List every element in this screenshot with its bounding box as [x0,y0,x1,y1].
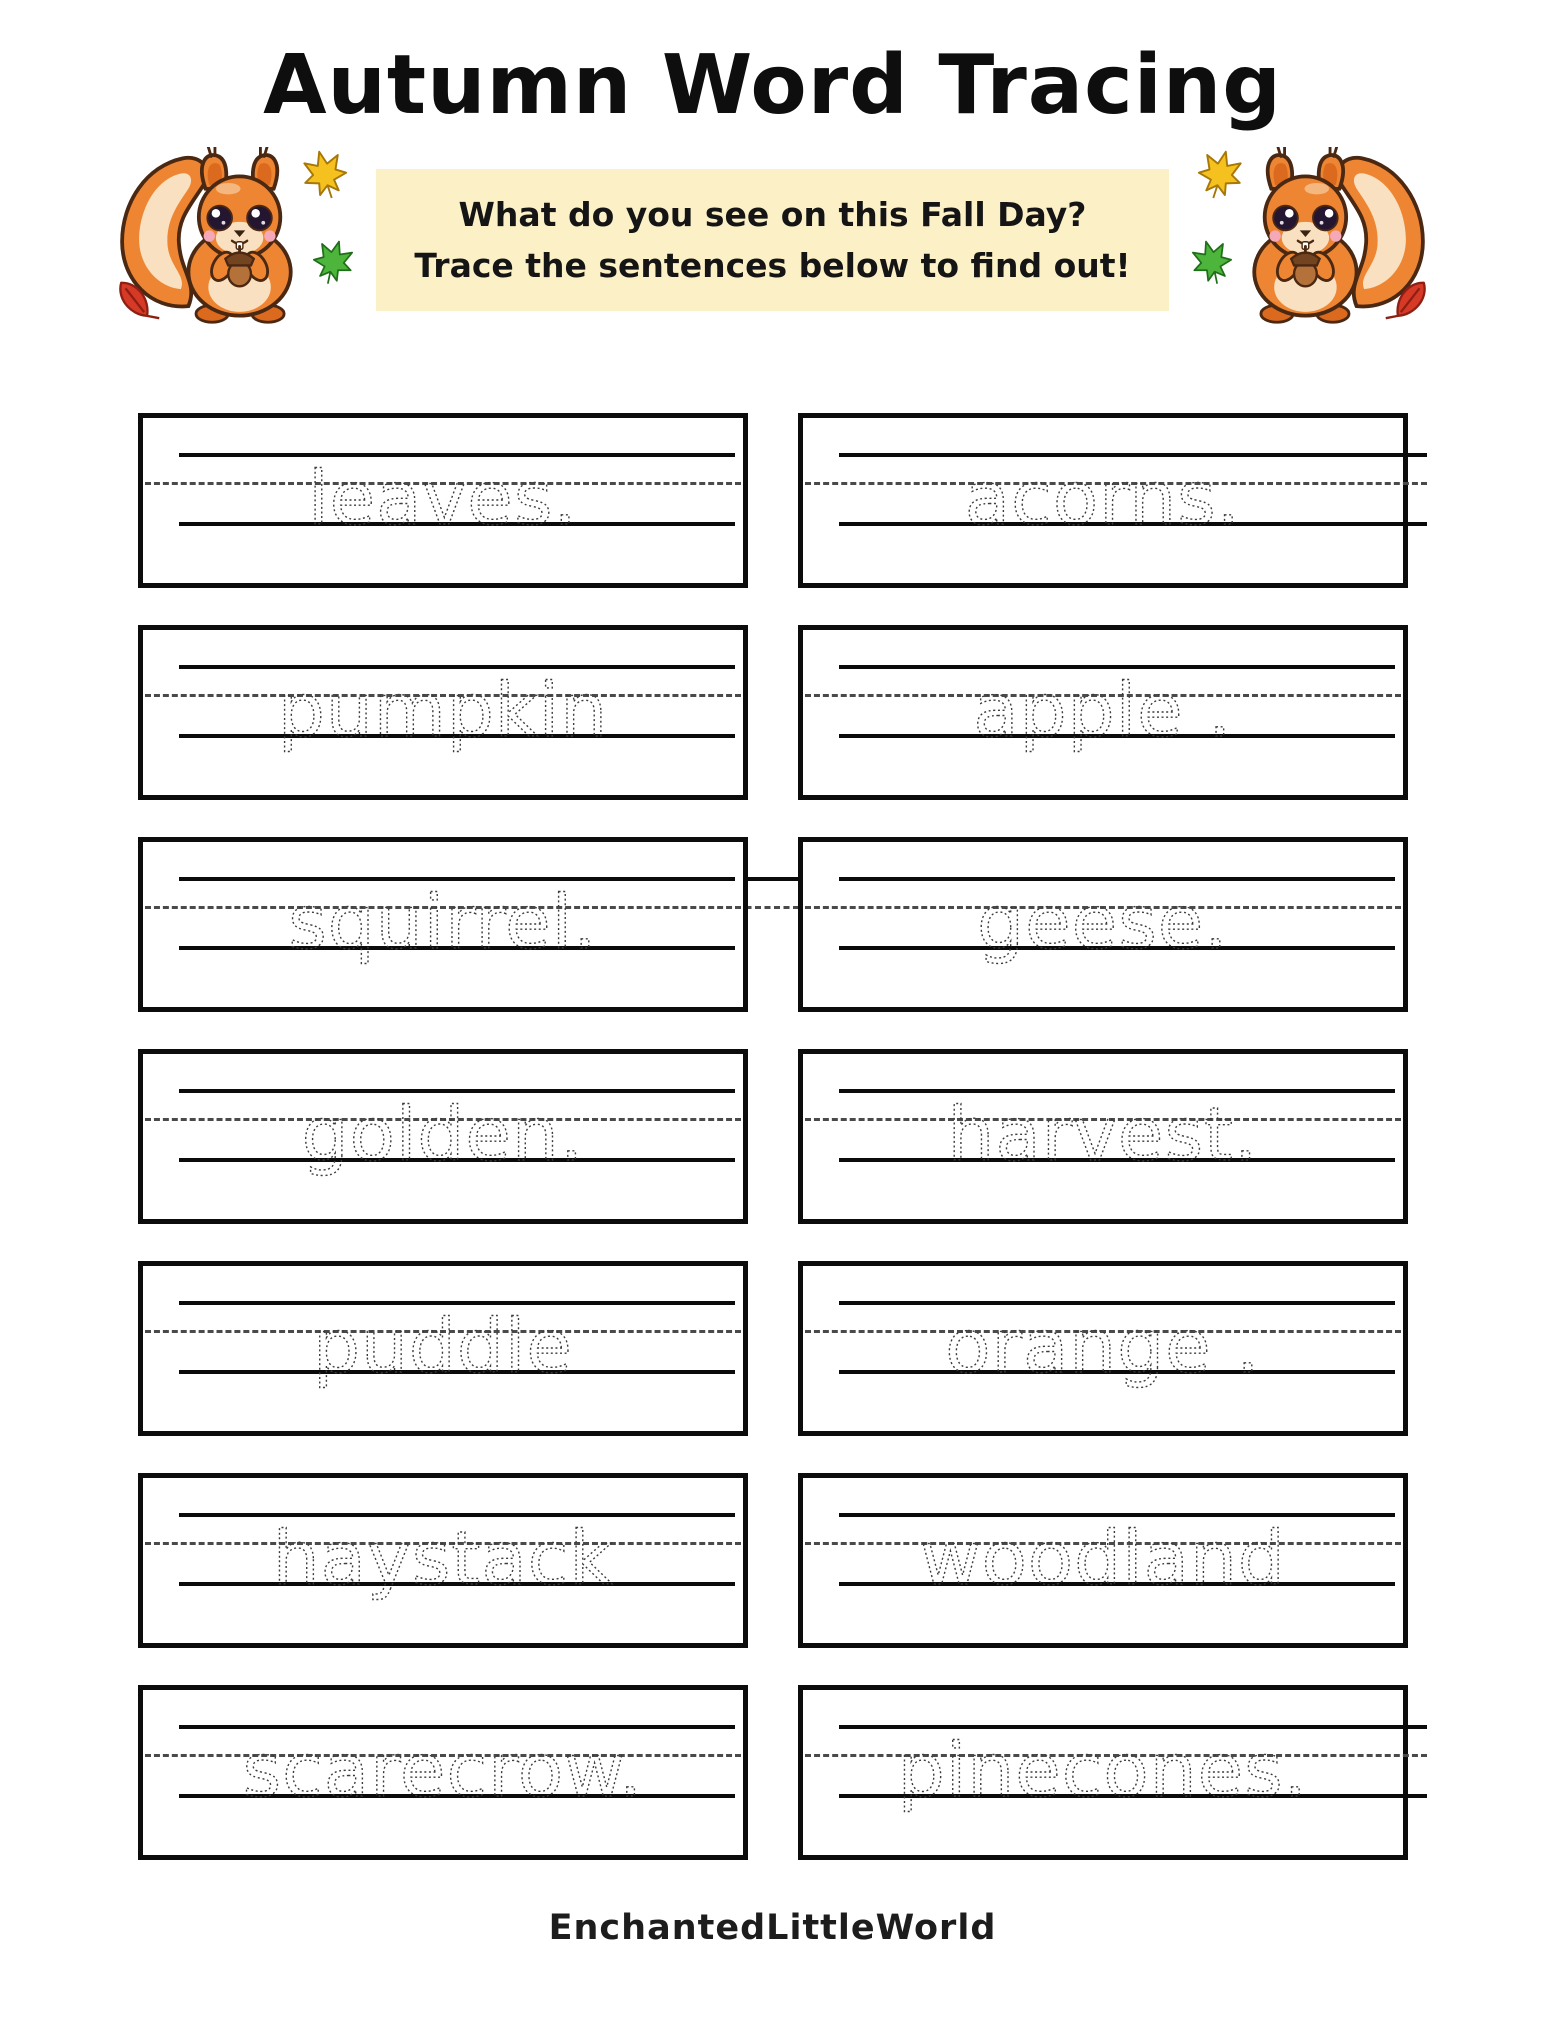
svg-text:pumpkin: pumpkin [277,668,608,754]
tracing-row-7 [138,1685,1408,1860]
tracing-box [138,1473,748,1648]
tracing-row-2 [138,625,1408,800]
traced-word [143,842,743,1007]
tracing-box [798,413,1408,588]
right-squirrel-illustration [1193,147,1431,333]
left-squirrel-illustration [114,147,352,333]
traced-word [803,1266,1403,1431]
traced-word [803,842,1403,1007]
traced-word [143,630,743,795]
instruction-banner [376,169,1168,311]
tracing-box [138,413,748,588]
instruction-line-2: Trace the sentences below to find out! [414,246,1131,285]
svg-text:scarecrow.: scarecrow. [242,1728,643,1814]
tracing-box [798,837,1408,1012]
tracing-box [798,1261,1408,1436]
tracing-box [798,1473,1408,1648]
svg-text:leaves.: leaves. [307,456,578,542]
svg-text:apple .: apple . [972,668,1233,754]
traced-word [803,1478,1403,1643]
svg-text:woodland: woodland [919,1516,1286,1602]
tracing-row-6 [138,1473,1408,1648]
traced-word [803,418,1403,583]
tracing-box [138,625,748,800]
footer-brand: EnchantedLittleWorld [548,1908,997,1948]
tracing-box [138,1685,748,1860]
header-band [0,145,1545,335]
svg-text:golden.: golden. [301,1092,584,1178]
svg-text:haystack: haystack [272,1516,613,1602]
traced-word [143,1478,743,1643]
tracing-box [138,1049,748,1224]
tracing-box [138,1261,748,1436]
svg-text:pinecones.: pinecones. [897,1728,1308,1814]
svg-text:puddle: puddle [312,1304,573,1390]
tracing-box [798,625,1408,800]
traced-word [143,1054,743,1219]
tracing-box [138,837,748,1012]
tracing-row-3 [138,837,1408,1012]
traced-word [803,630,1403,795]
svg-text:geese.: geese. [976,880,1229,966]
svg-text:harvest.: harvest. [946,1092,1259,1178]
tracing-box [798,1685,1408,1860]
page-title: Autumn Word Tracing [263,38,1282,133]
traced-word [803,1690,1403,1855]
svg-text:acorns.: acorns. [964,456,1241,542]
svg-text:squirrel.: squirrel. [287,880,598,966]
traced-word [143,1690,743,1855]
svg-text:orange .: orange . [944,1304,1261,1390]
tracing-row-4 [138,1049,1408,1224]
green-maple-leaf-icon [307,234,360,291]
tracing-row-5 [138,1261,1408,1436]
tracing-row-1 [138,413,1408,588]
traced-word [803,1054,1403,1219]
instruction-line-1: What do you see on this Fall Day? [458,194,1087,234]
traced-word [143,418,743,583]
traced-word [143,1266,743,1431]
tracing-rows [0,413,1545,1860]
tracing-box [798,1049,1408,1224]
